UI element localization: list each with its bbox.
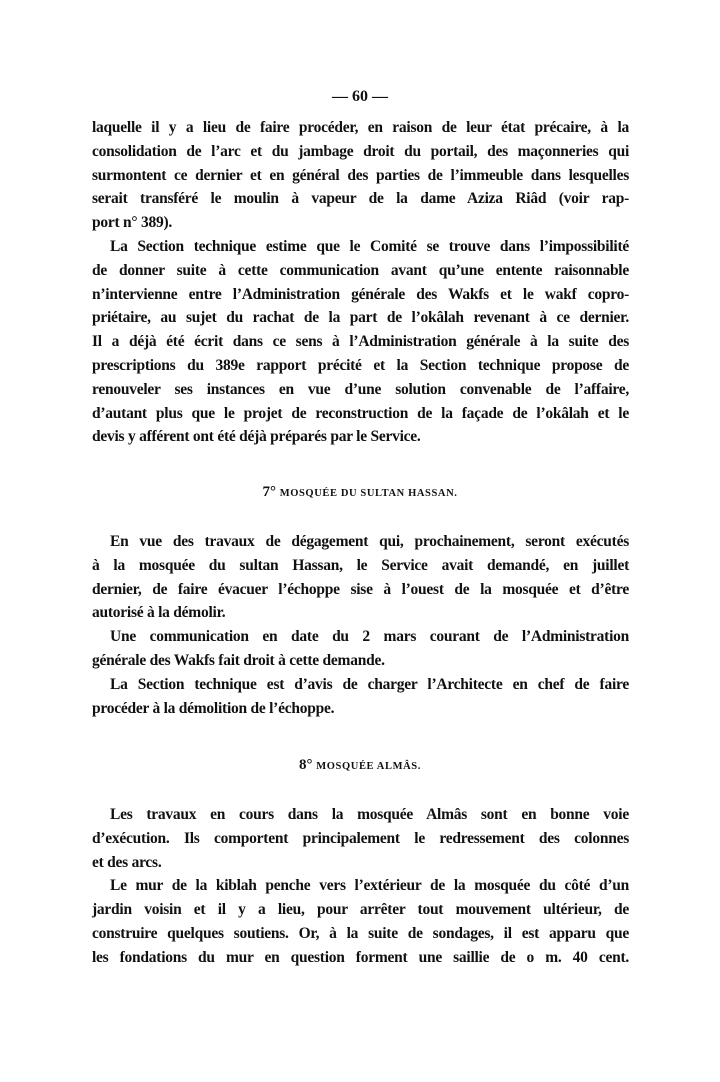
text-line: Une communication en date du 2 mars courant de l’Administration: [110, 628, 629, 646]
text-line: prescriptions du 389e rapport précité et la Section technique propose de: [92, 356, 629, 374]
section-heading-8: [0, 757, 720, 774]
text-line: n’intervienne entre l’Administration générale des Wakfs et le wakf copro-: [92, 285, 629, 303]
text-line: consolidation de l’arc et du jambage droit du portail, des maçonneries qui: [92, 142, 629, 160]
text-line: devis y afférent ont été déjà préparés par le Service.: [92, 428, 421, 446]
heading-title: MOSQUÉE ALMÂS.: [316, 761, 421, 772]
text-line: d’autant plus que le projet de reconstruction de la façade de l’okâlah et le: [92, 404, 629, 422]
text-line: autorisé à la démolir.: [92, 604, 226, 622]
text-line: priétaire, au sujet du rachat de la part de l’okâlah revenant à ce dernier.: [92, 309, 629, 327]
section-heading-7: [0, 484, 720, 501]
text-line: surmontent ce dernier et en général des parties de l’immeuble dans lesquelles: [92, 166, 629, 184]
text-line: d’exécution. Ils comportent principalement le redressement des colonnes: [92, 829, 629, 847]
section-8-text: [92, 803, 629, 970]
text-line: générale des Wakfs fait droit à cette demande.: [92, 651, 385, 669]
text-line: jardin voisin et il y a lieu, pour arrêter tout mouvement ultérieur, de: [92, 901, 629, 919]
text-line: dernier, de faire évacuer l’échoppe sise à l’ouest de la mosquée et d’être: [92, 580, 629, 598]
text-line: construire quelques soutiens. Or, à la suite de sondages, il est apparu que: [92, 924, 629, 942]
section-7-text: [92, 530, 629, 720]
text-line: de donner suite à cette communication avant qu’une entente raisonnable: [92, 261, 629, 279]
text-line: renouveler ses instances en vue d’une solution convenable de l’affaire,: [92, 380, 629, 398]
text-line: laquelle il y a lieu de faire procéder, en raison de leur état précaire, à la: [92, 119, 629, 136]
text-line: les fondations du mur en question forment une saillie de o m. 40 cent.: [92, 948, 629, 966]
text-line: Le mur de la kiblah penche vers l’extérieur de la mosquée du côté d’un: [110, 877, 629, 895]
section-1-text: [92, 116, 629, 449]
text-line: procéder à la démolition de l’échoppe.: [92, 699, 335, 717]
text-line: Il a déjà été écrit dans ce sens à l’Administration générale à la suite des: [92, 333, 629, 351]
text-line: port n° 389).: [92, 214, 173, 232]
text-line: La Section technique estime que le Comité se trouve dans l’impossibilité: [110, 237, 629, 255]
text-line: serait transféré le moulin à vapeur de la dame Aziza Riâd (voir rap-: [92, 190, 629, 208]
text-line: à la mosquée du sultan Hassan, le Service avait demandé, en juillet: [92, 556, 629, 574]
heading-number: 7°: [262, 484, 276, 500]
page-number: — 60 —: [332, 88, 388, 105]
text-line: Les travaux en cours dans la mosquée Almâs sont en bonne voie: [110, 806, 629, 823]
text-line: En vue des travaux de dégagement qui, prochainement, seront exécutés: [110, 533, 629, 550]
text-line: La Section technique est d’avis de charger l’Architecte en chef de faire: [110, 675, 629, 693]
heading-number: 8°: [299, 757, 313, 773]
text-line: et des arcs.: [92, 853, 162, 871]
heading-title: MOSQUÉE DU SULTAN HASSAN.: [279, 488, 458, 499]
